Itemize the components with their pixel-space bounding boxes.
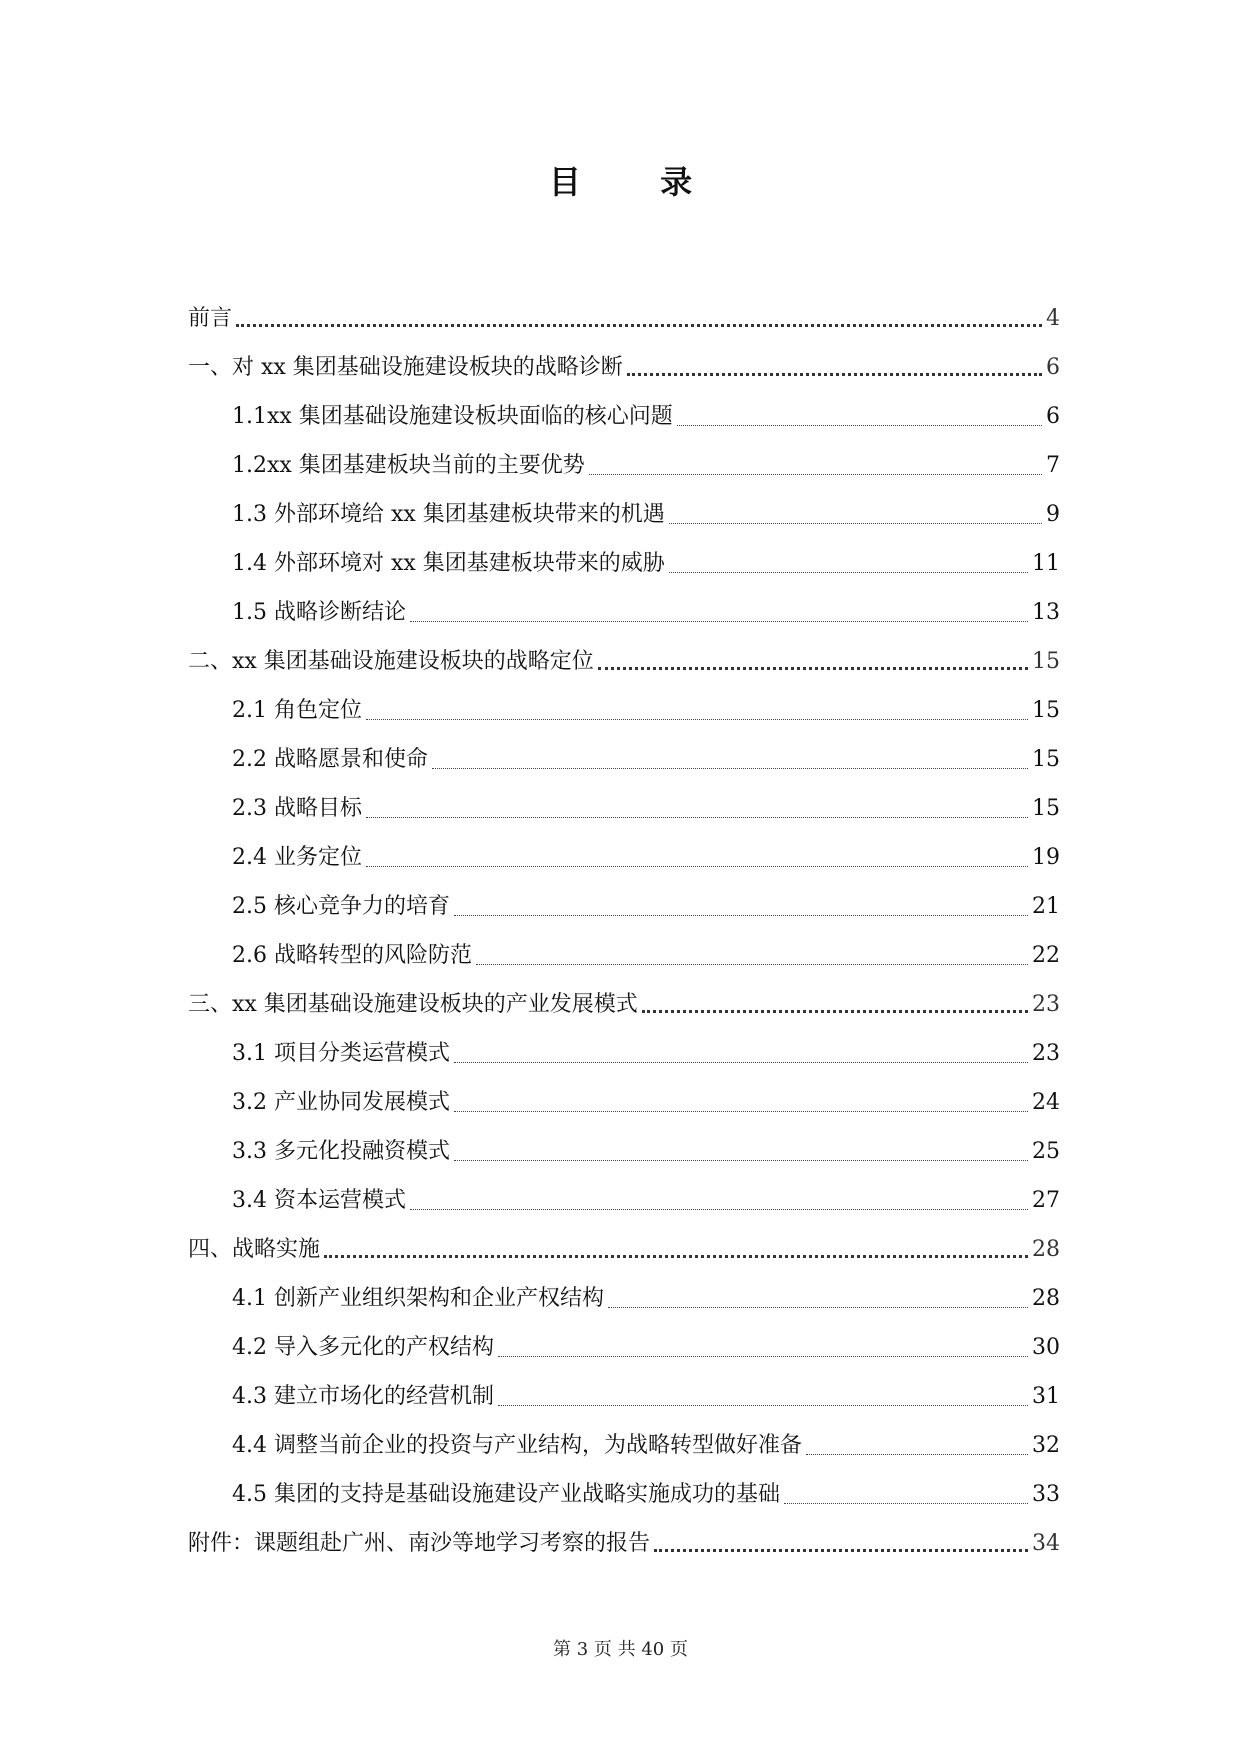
toc-entry-title: 4.3 建立市场化的经营机制: [232, 1384, 494, 1409]
toc-entry-title: 前言: [188, 306, 233, 331]
toc-entry-title: 1.5 战略诊断结论: [232, 600, 406, 625]
toc-entry-page-number: 32: [1032, 1433, 1060, 1458]
toc-entry-title: 1.1xx 集团基础设施建设板块面临的核心问题: [232, 404, 673, 429]
toc-entry[interactable]: [188, 1120, 1060, 1169]
toc-dot-leader: [608, 1307, 1028, 1308]
toc-entry-title: 1.4 外部环境对 xx 集团基建板块带来的威胁: [232, 551, 665, 576]
toc-dot-leader: [366, 817, 1028, 818]
toc-entry[interactable]: [188, 1267, 1060, 1316]
toc-entry-page-number: 6: [1046, 404, 1060, 429]
toc-dot-leader: [324, 1255, 1028, 1258]
toc-entry-page-number: 15: [1032, 698, 1060, 723]
toc-entry[interactable]: [188, 434, 1060, 483]
toc-entry[interactable]: [188, 483, 1060, 532]
toc-entry-page-number: 28: [1032, 1286, 1060, 1311]
toc-entry-page-number: 15: [1032, 747, 1060, 772]
toc-entry-title: 3.2 产业协同发展模式: [232, 1090, 450, 1115]
toc-entry[interactable]: [188, 630, 1060, 679]
toc-entry-title: 4.1 创新产业组织架构和企业产权结构: [232, 1286, 604, 1311]
toc-dot-leader: [432, 768, 1028, 769]
toc-entry-page-number: 30: [1032, 1335, 1060, 1360]
page-footer: 第 3 页 共 40 页: [553, 1639, 688, 1660]
toc-entry[interactable]: [188, 581, 1060, 630]
toc-dot-leader: [236, 324, 1042, 327]
toc-entry[interactable]: [188, 385, 1060, 434]
toc-dot-leader: [642, 1010, 1028, 1013]
toc-dot-leader: [454, 1062, 1028, 1063]
toc-dot-leader: [410, 1209, 1028, 1210]
toc-entry-title: 4.2 导入多元化的产权结构: [232, 1335, 494, 1360]
toc-dot-leader: [677, 425, 1042, 426]
toc-dot-leader: [454, 1160, 1028, 1161]
toc-entry-title: 一、对 xx 集团基础设施建设板块的战略诊断: [188, 355, 623, 380]
toc-entry[interactable]: [188, 1365, 1060, 1414]
toc-dot-leader: [598, 667, 1028, 670]
toc-entry-title: 2.3 战略目标: [232, 796, 362, 821]
toc-entry[interactable]: [188, 826, 1060, 875]
toc-entry-page-number: 22: [1032, 943, 1060, 968]
toc-dot-leader: [654, 1549, 1028, 1552]
toc-entry[interactable]: [188, 973, 1060, 1022]
toc-entry[interactable]: [188, 875, 1060, 924]
toc-entry-title: 四、战略实施: [188, 1237, 321, 1262]
toc-entry[interactable]: [188, 287, 1060, 336]
toc-dot-leader: [498, 1405, 1028, 1406]
toc-entry-page-number: 21: [1032, 894, 1060, 919]
toc-entry-title: 2.2 战略愿景和使命: [232, 747, 428, 772]
toc-dot-leader: [366, 866, 1028, 867]
toc-entry-title: 2.5 核心竞争力的培育: [232, 894, 450, 919]
toc-entry-title: 2.1 角色定位: [232, 698, 362, 723]
toc-dot-leader: [627, 373, 1042, 376]
toc-entry-page-number: 23: [1032, 1041, 1060, 1066]
toc-entry-page-number: 11: [1032, 551, 1060, 576]
toc-dot-leader: [476, 964, 1028, 965]
toc-entry[interactable]: [188, 1512, 1060, 1561]
toc-entry-title: 2.6 战略转型的风险防范: [232, 943, 472, 968]
toc-dot-leader: [669, 572, 1028, 573]
toc-entry-page-number: 19: [1032, 845, 1060, 870]
toc-entry-title: 4.4 调整当前企业的投资与产业结构，为战略转型做好准备: [232, 1433, 802, 1458]
toc-dot-leader: [669, 523, 1042, 524]
toc-entry-page-number: 6: [1046, 355, 1060, 380]
toc-dot-leader: [806, 1454, 1028, 1455]
toc-entry-title: 4.5 集团的支持是基础设施建设产业战略实施成功的基础: [232, 1482, 780, 1507]
toc-entry-title: 附件：课题组赴广州、南沙等地学习考察的报告: [188, 1531, 651, 1556]
toc-entry[interactable]: [188, 924, 1060, 973]
toc-entry-page-number: 27: [1032, 1188, 1060, 1213]
toc-entry-title: 1.3 外部环境给 xx 集团基建板块带来的机遇: [232, 502, 665, 527]
toc-dot-leader: [366, 719, 1028, 720]
toc-entry-page-number: 13: [1032, 600, 1060, 625]
toc-entry-title: 三、xx 集团基础设施建设板块的产业发展模式: [188, 992, 638, 1017]
table-of-contents: [188, 287, 1060, 1561]
toc-entry-page-number: 34: [1032, 1531, 1060, 1556]
toc-entry[interactable]: [188, 1463, 1060, 1512]
toc-entry[interactable]: [188, 336, 1060, 385]
toc-dot-leader: [454, 915, 1028, 916]
toc-entry-page-number: 23: [1032, 992, 1060, 1017]
toc-entry[interactable]: [188, 1022, 1060, 1071]
toc-entry-title: 二、xx 集团基础设施建设板块的战略定位: [188, 649, 594, 674]
toc-dot-leader: [454, 1111, 1028, 1112]
toc-entry[interactable]: [188, 1169, 1060, 1218]
toc-entry-title: 3.3 多元化投融资模式: [232, 1139, 450, 1164]
page-title: 目 录: [548, 163, 727, 201]
toc-dot-leader: [784, 1503, 1028, 1504]
toc-entry[interactable]: [188, 532, 1060, 581]
toc-dot-leader: [410, 621, 1028, 622]
toc-entry[interactable]: [188, 1414, 1060, 1463]
toc-entry-page-number: 9: [1046, 502, 1060, 527]
toc-entry-page-number: 28: [1032, 1237, 1060, 1262]
toc-entry-title: 3.4 资本运营模式: [232, 1188, 406, 1213]
toc-dot-leader: [498, 1356, 1028, 1357]
toc-entry-title: 1.2xx 集团基建板块当前的主要优势: [232, 453, 585, 478]
toc-entry-title: 2.4 业务定位: [232, 845, 362, 870]
toc-entry-page-number: 24: [1032, 1090, 1060, 1115]
toc-entry-page-number: 33: [1032, 1482, 1060, 1507]
toc-entry-page-number: 15: [1032, 796, 1060, 821]
toc-entry-page-number: 4: [1046, 306, 1060, 331]
toc-dot-leader: [589, 474, 1042, 475]
toc-entry[interactable]: [188, 1316, 1060, 1365]
toc-entry-page-number: 31: [1032, 1384, 1060, 1409]
toc-entry[interactable]: [188, 679, 1060, 728]
toc-entry[interactable]: [188, 777, 1060, 826]
toc-entry-page-number: 7: [1046, 453, 1060, 478]
toc-entry-page-number: 15: [1032, 649, 1060, 674]
toc-entry[interactable]: [188, 1071, 1060, 1120]
toc-entry[interactable]: [188, 728, 1060, 777]
toc-entry[interactable]: [188, 1218, 1060, 1267]
toc-entry-page-number: 25: [1032, 1139, 1060, 1164]
toc-entry-title: 3.1 项目分类运营模式: [232, 1041, 450, 1066]
